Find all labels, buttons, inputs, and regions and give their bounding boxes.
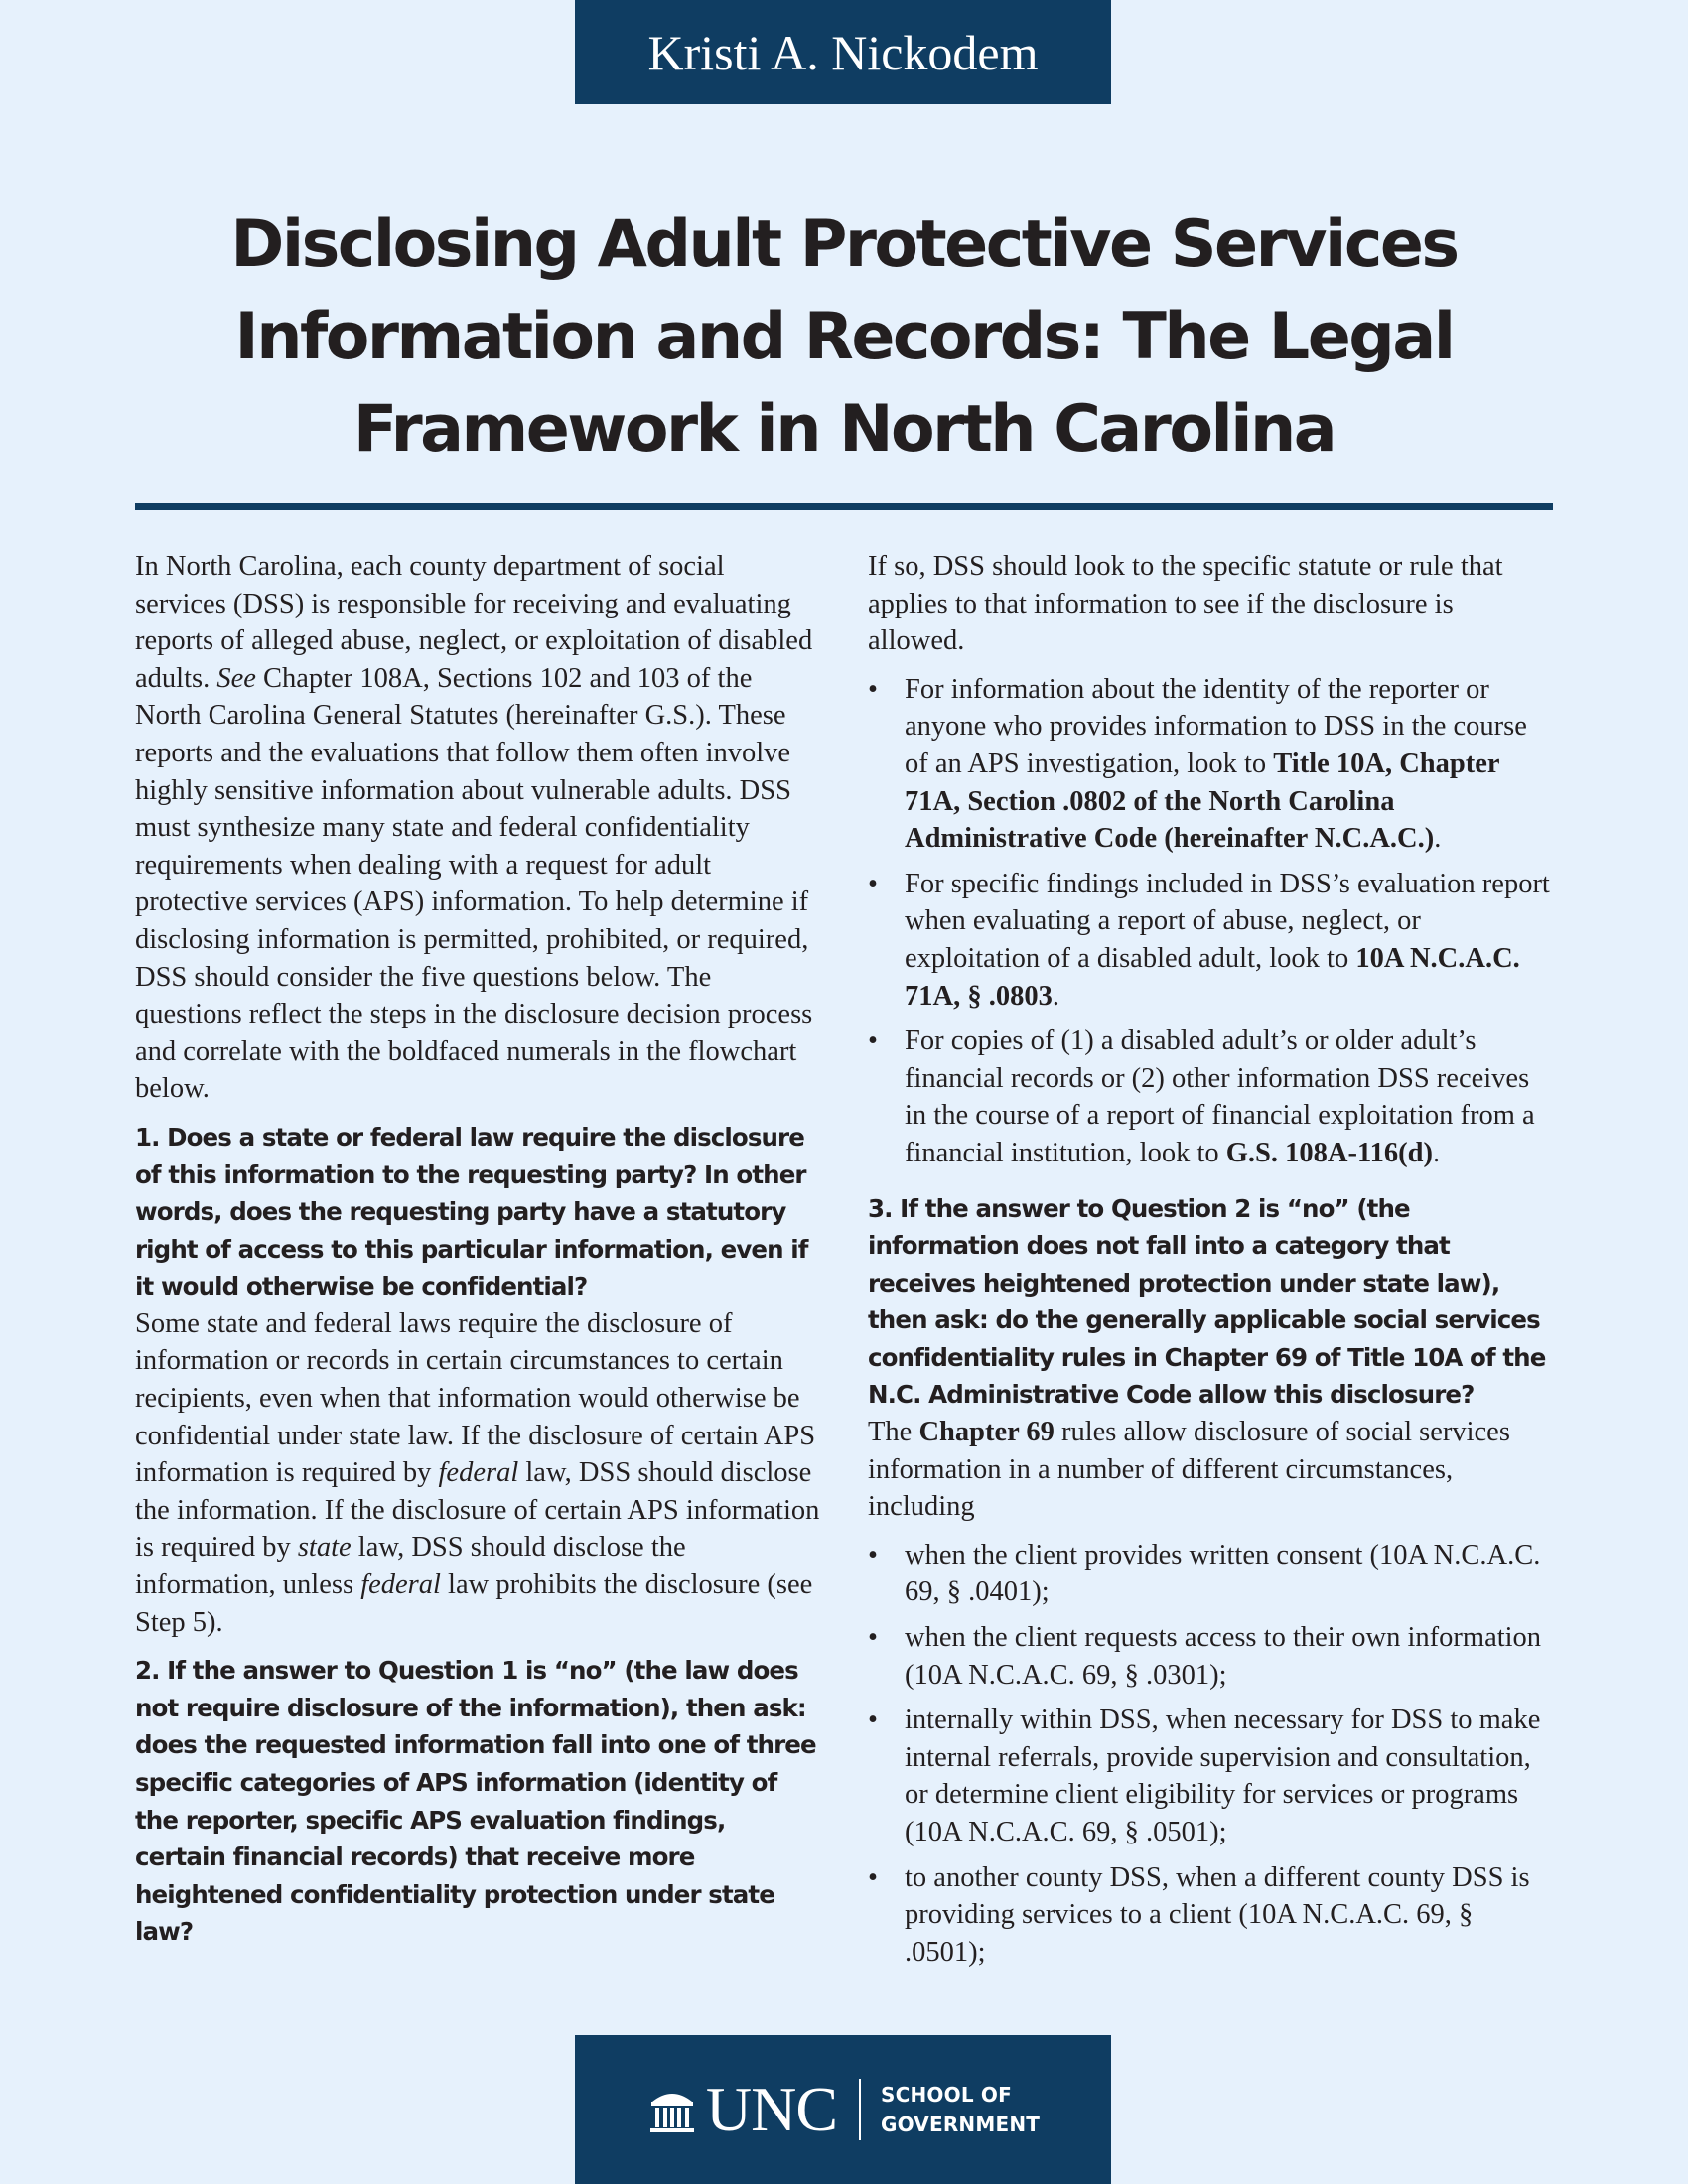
intro-see: See <box>216 662 256 694</box>
question-1-heading: 1. Does a state or federal law require the disclosure of this information to the requesting party? In other words, does the requesting party have a statutory right of access to this particular information, even if it would otherwise be confidential? <box>135 1122 808 1301</box>
bullet-1-citation: Title 10A, Chapter 71A, Section .0802 of the North Carolina Administrative Code (hereinafter N.C.A.C.) <box>905 748 1500 855</box>
body1-federal-1: federal <box>438 1457 519 1489</box>
list-item: • internally within DSS, when necessary for DSS to make internal referrals, provide supervision and consultation, or determine client eligibility for services or programs (10A N.C.A.C. 69, § .0501); <box>868 1702 1553 1850</box>
question-1-body <box>135 1305 820 1641</box>
title-line-3: Framework in North Carolina <box>352 392 1336 467</box>
title-divider <box>135 503 1553 510</box>
left-column <box>135 548 820 1951</box>
bullet-1-text: For information about the identity of the reporter or anyone who provides information to DSS in the course of an APS investigation, look to <box>905 673 1527 779</box>
unc-logo-text: UNC <box>705 2074 837 2144</box>
school-of-government-text <box>881 2080 1040 2139</box>
body1-state: state <box>297 1532 352 1564</box>
sog-line-2: GOVERNMENT <box>881 2113 1041 2136</box>
title-line-2: Information and Records: The Legal <box>234 300 1454 374</box>
intro-text-1: In North Carolina, each county department of social services (DSS) is responsible for receiving and evaluating reports of alleged abuse, neglect, or exploitation of disabled adults. <box>135 551 813 694</box>
chapter-69-paragraph <box>868 1414 1553 1526</box>
document-title <box>119 199 1569 476</box>
question-2-heading: 2. If the answer to Question 1 is “no” (the law does not require disclosure of the information), then ask: does the requested information fall into one of three specific categories of APS information (identity of the reporter, specific APS evaluation findings, certain financial records) that receive more heightened confidentiality protection under state law? <box>135 1656 816 1947</box>
body1-b: law, DSS should disclose the information. If the disclosure of certain APS information is required by <box>135 1457 820 1564</box>
list-item <box>868 1023 1553 1171</box>
specific-categories-list <box>868 671 1553 1172</box>
body1-c: law, DSS should disclose the information, unless <box>135 1532 686 1601</box>
title-line-1: Disclosing Adult Protective Services <box>230 207 1458 282</box>
list-item: • to another county DSS, when a different county DSS is providing services to a client (10A N.C.A.C. 69, § .0501); <box>868 1859 1553 1972</box>
question-2-continuation: If so, DSS should look to the specific statute or rule that applies to that information to see if the disclosure is allowed. <box>868 551 1503 657</box>
bullet-3-end: . <box>1433 1137 1441 1168</box>
bullet-2-text: For specific findings included in DSS’s evaluation report when evaluating a report of abuse, neglect, or exploitation of a disabled adult, look to <box>905 868 1550 974</box>
body1-federal-2: federal <box>360 1570 441 1601</box>
right-column <box>868 548 1553 1988</box>
body1-a: Some state and federal laws require the disclosure of information or records in certain circumstances to certain recipients, even when that information would otherwise be confidential under state law. If the disclosure of certain APS information is required by <box>135 1307 816 1489</box>
list-item <box>868 671 1553 858</box>
ch69-bold: Chapter 69 <box>918 1417 1055 1448</box>
footer-divider <box>859 2079 861 2140</box>
list-item: • when the client requests access to their own information (10A N.C.A.C. 69, § .0301); <box>868 1619 1553 1694</box>
bullet-3-citation: G.S. 108A-116(d) <box>1225 1137 1433 1168</box>
bullet-1-end: . <box>1434 823 1442 855</box>
ch69-b: rules allow disclosure of social services information in a number of different circumstances, including <box>868 1417 1510 1523</box>
body1-d: law prohibits the disclosure (see Step 5). <box>135 1570 813 1638</box>
sog-line-1: SCHOOL OF <box>881 2083 1012 2107</box>
footer-banner <box>575 2035 1111 2184</box>
author-banner <box>575 0 1111 104</box>
ch69-a: The <box>868 1417 919 1448</box>
bullet-2-end: . <box>1052 980 1059 1012</box>
intro-text-2: Chapter 108A, Sections 102 and 103 of the North Carolina General Statutes (hereinafter G.S.). These reports and the evaluations that follow them often involve highly sensitive information about vulnerable adults. DSS must synthesize many state and federal confidentiality requirements when dealing with a request for adult protective services (APS) information. To help determine if disclosing information is permitted, prohibited, or required, DSS should consider the five questions below. The questions reflect the steps in the disclosure decision process and correlate with the boldfaced numerals in the flowchart below. <box>135 662 813 1105</box>
list-item: • when the client provides written consent (10A N.C.A.C. 69, § .0401); <box>868 1537 1553 1611</box>
old-well-icon <box>646 2084 698 2135</box>
bullet-2-citation: 10A N.C.A.C. 71A, § .0803 <box>905 942 1520 1012</box>
question-3-heading: 3. If the answer to Question 2 is “no” (the information does not fall into a category that receives heightened protection under state law), then ask: do the generally applicable social services confidentiality rules in Chapter 69 of Title 10A of the N.C. Administrative Code allow this disclosure? <box>868 1193 1546 1410</box>
intro-paragraph <box>135 548 820 1108</box>
list-item <box>868 866 1553 1015</box>
chapter-69-list <box>868 1537 1553 1972</box>
bullet-3-text: For copies of (1) a disabled adult’s or older adult’s financial records or (2) other information DSS receives in the course of a report of financial exploitation from a financial institution, look to <box>905 1025 1535 1168</box>
author-name: Kristi A. Nickodem <box>647 24 1039 80</box>
